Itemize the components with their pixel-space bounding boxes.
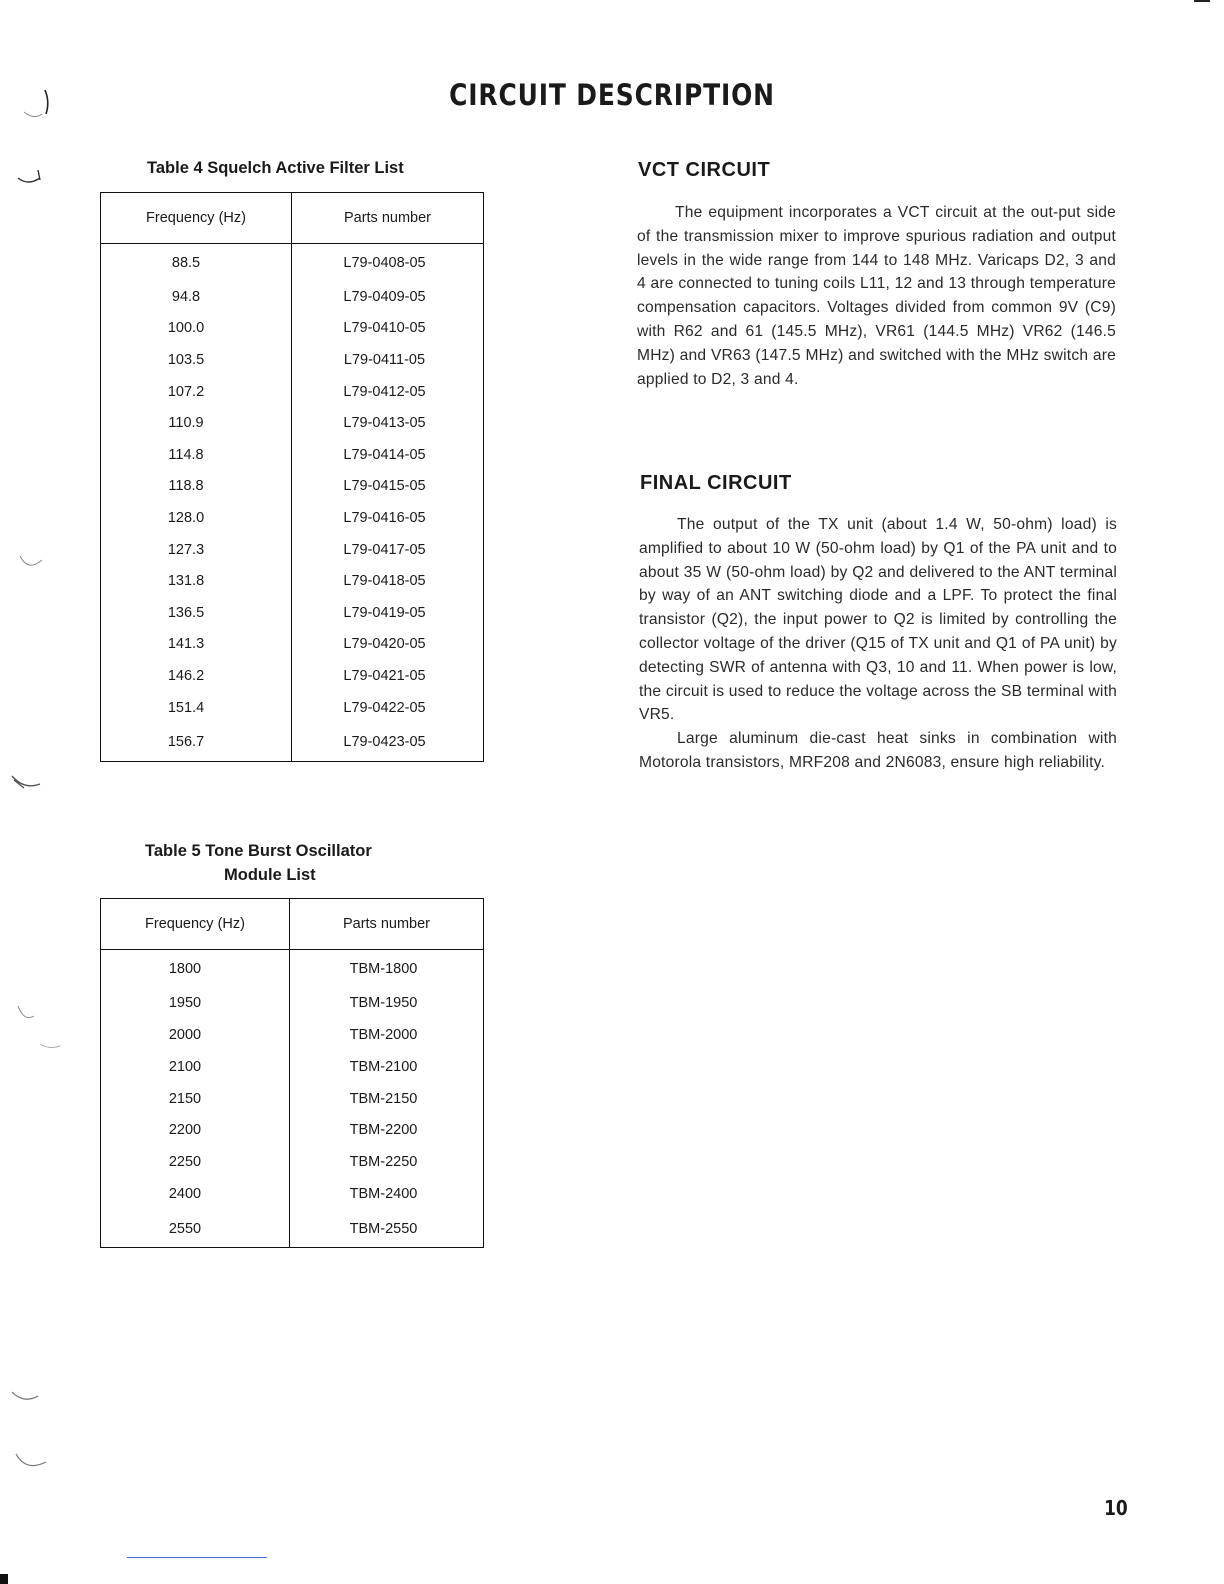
- frequency-cell: 94.8: [101, 281, 292, 313]
- table-row: [101, 1019, 484, 1051]
- frequency-cell: 128.0: [101, 502, 292, 534]
- parts-number-cell: L79-0418-05: [343, 573, 426, 590]
- paragraph: The equipment incorporates a VCT circuit at the out-put side of the transmission mixer to improve spurious radiation and output levels in the wide range from 144 to 148 MHz. Varicaps D2, 3 and 4 are connected to tuning coils L11, 12 and 13 through temperature compensation capacitors. Voltages divided from common 9V (C9) with R62 and 61 (145.5 MHz), VR61 (144.5 MHz) VR62 (146.5 MHz) and VR63 (147.5 MHz) and switched with the MHz switch are applied to D2, 3 and 4.: [637, 204, 1116, 388]
- final-circuit-text: [639, 513, 1117, 775]
- frequency-cell: 156.7: [101, 723, 292, 761]
- scan-corner-mark: [0, 1574, 8, 1584]
- frequency-cell: 1800: [101, 950, 290, 988]
- table-row: [101, 660, 484, 692]
- table-row: [101, 439, 484, 471]
- parts-number-cell: L79-0413-05: [343, 415, 426, 432]
- paragraph: Large aluminum die-cast heat sinks in combination with Motorola transistors, MRF208 and 2N6083, ensure high reliability.: [639, 730, 1117, 771]
- parts-number-cell: L79-0420-05: [343, 636, 426, 653]
- parts-number-cell: TBM-2400: [349, 1185, 418, 1202]
- frequency-cell: 2150: [101, 1083, 290, 1115]
- table5-caption-line2: Module List: [224, 866, 316, 884]
- frequency-cell: 151.4: [101, 692, 292, 724]
- frequency-cell: 2250: [101, 1146, 290, 1178]
- parts-number-cell: TBM-2000: [349, 1026, 418, 1043]
- frequency-cell: 1950: [101, 987, 290, 1019]
- table5-caption-line1: Table 5 Tone Burst Oscillator: [145, 842, 372, 860]
- frequency-cell: 114.8: [101, 439, 292, 471]
- parts-number-cell: TBM-2250: [349, 1154, 418, 1171]
- table-row: [101, 344, 484, 376]
- table-row: [101, 534, 484, 566]
- parts-number-cell: L79-0421-05: [343, 668, 426, 685]
- table-row: [101, 1178, 484, 1210]
- frequency-cell: 136.5: [101, 597, 292, 629]
- parts-number-cell: L79-0408-05: [343, 254, 426, 271]
- frequency-cell: 88.5: [101, 244, 292, 282]
- column-header-frequency: Frequency (Hz): [101, 193, 292, 244]
- frequency-cell: 2400: [101, 1178, 290, 1210]
- frequency-cell: 103.5: [101, 344, 292, 376]
- frequency-cell: 141.3: [101, 629, 292, 661]
- table-row: [101, 407, 484, 439]
- final-circuit-heading: FINAL CIRCUIT: [640, 472, 792, 494]
- parts-number-cell: TBM-1950: [349, 995, 418, 1012]
- column-header-frequency: Frequency (Hz): [101, 899, 290, 950]
- table-row: [101, 1083, 484, 1115]
- page-number: 10: [1104, 1496, 1128, 1520]
- table5-caption: [145, 839, 372, 887]
- parts-number-cell: L79-0422-05: [343, 699, 426, 716]
- parts-number-cell: TBM-2200: [349, 1122, 418, 1139]
- parts-number-cell: TBM-1800: [349, 960, 418, 977]
- frequency-cell: 118.8: [101, 471, 292, 503]
- tone-burst-module-table: [100, 898, 484, 1248]
- frequency-cell: 2550: [101, 1210, 290, 1248]
- binding-hole-mark: [10, 86, 60, 1486]
- frequency-cell: 131.8: [101, 565, 292, 597]
- parts-number-cell: L79-0417-05: [343, 541, 426, 558]
- table-row: [101, 281, 484, 313]
- frequency-cell: 2200: [101, 1114, 290, 1146]
- parts-number-cell: L79-0416-05: [343, 510, 426, 527]
- parts-number-cell: L79-0415-05: [343, 478, 426, 495]
- parts-number-cell: L79-0412-05: [343, 383, 426, 400]
- table4-caption-text: Table 4 Squelch Active Filter List: [147, 159, 404, 177]
- table-row: [101, 1051, 484, 1083]
- table4-caption: [147, 156, 404, 180]
- frequency-cell: 2100: [101, 1051, 290, 1083]
- squelch-filter-table: [100, 192, 484, 762]
- table-row: [101, 502, 484, 534]
- table-row: [101, 313, 484, 345]
- frequency-cell: 110.9: [101, 407, 292, 439]
- column-header-parts-number: Parts number: [290, 899, 484, 950]
- parts-number-cell: TBM-2550: [349, 1220, 418, 1237]
- parts-number-cell: TBM-2150: [349, 1090, 418, 1107]
- frequency-cell: 107.2: [101, 376, 292, 408]
- parts-number-cell: L79-0411-05: [343, 352, 426, 369]
- paragraph: The output of the TX unit (about 1.4 W, 50-ohm) load) is amplified to about 10 W (50-ohm load) by Q1 of the PA unit and to about 35 W (50-ohm load) by Q2 and delivered to the ANT terminal by way of an ANT switching diode and a LPF. To protect the final transistor (Q2), the input power to Q2 is limited by controlling the collector voltage of the driver (Q15 of TX unit and Q1 of PA unit) by detecting SWR of antenna with Q3, 10 and 11. When power is low, the circuit is used to reduce the voltage across the SB terminal with VR5.: [639, 516, 1117, 724]
- table-row: [101, 376, 484, 408]
- parts-number-cell: L79-0423-05: [343, 733, 426, 750]
- table-row: [101, 1210, 484, 1248]
- table-row: [101, 950, 484, 988]
- parts-number-cell: L79-0414-05: [343, 446, 426, 463]
- frequency-cell: 2000: [101, 1019, 290, 1051]
- column-header-parts-number: Parts number: [292, 193, 484, 244]
- parts-number-cell: L79-0410-05: [343, 320, 426, 337]
- parts-number-cell: L79-0419-05: [343, 604, 426, 621]
- frequency-cell: 146.2: [101, 660, 292, 692]
- table-row: [101, 629, 484, 661]
- vct-circuit-heading: VCT CIRCUIT: [638, 159, 771, 181]
- parts-number-cell: TBM-2100: [349, 1058, 418, 1075]
- table-row: [101, 565, 484, 597]
- frequency-cell: 127.3: [101, 534, 292, 566]
- scan-edge-line: [1194, 0, 1210, 2]
- page-title: CIRCUIT DESCRIPTION: [449, 78, 775, 112]
- frequency-cell: 100.0: [101, 313, 292, 345]
- table-header-row: [101, 193, 484, 244]
- table-row: [101, 1146, 484, 1178]
- table-row: [101, 244, 484, 282]
- table-row: [101, 692, 484, 724]
- vct-circuit-text: [637, 201, 1116, 391]
- table-row: [101, 1114, 484, 1146]
- table-row: [101, 987, 484, 1019]
- table-header-row: [101, 899, 484, 950]
- table-row: [101, 597, 484, 629]
- table-row: [101, 723, 484, 761]
- parts-number-cell: L79-0409-05: [343, 288, 426, 305]
- scan-bottom-line: [127, 1557, 267, 1558]
- table-row: [101, 471, 484, 503]
